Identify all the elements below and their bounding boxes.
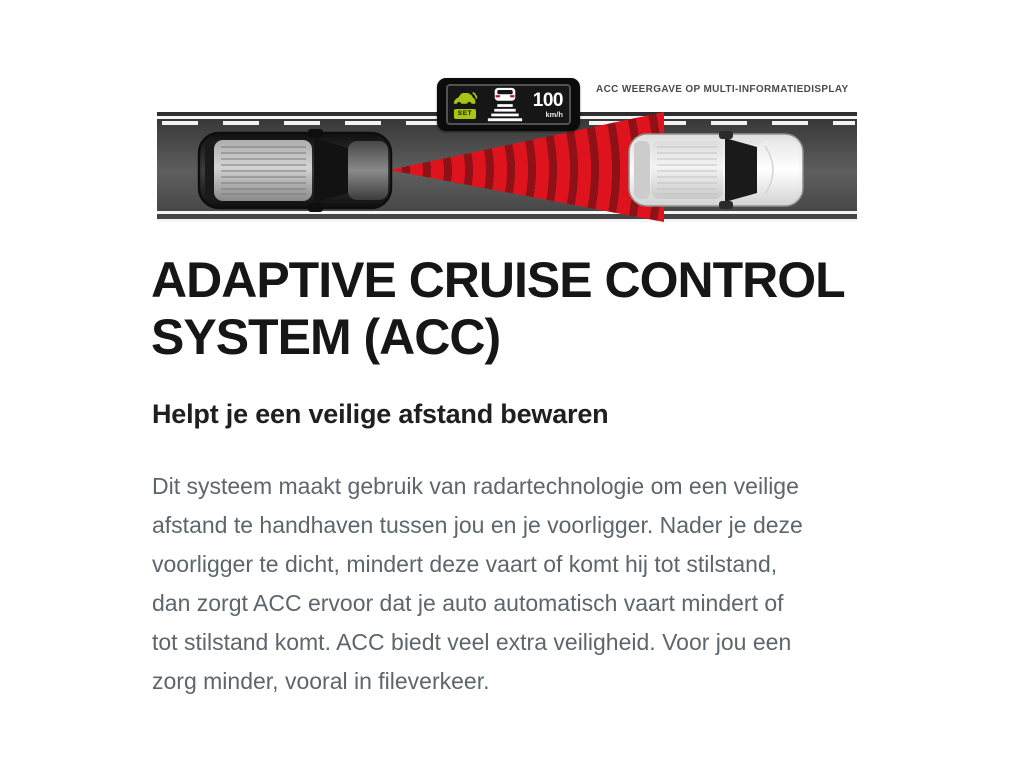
body-line: dan zorgt ACC ervoor dat je auto automatisch vaart mindert of: [152, 590, 784, 616]
speed-unit: km/h: [545, 109, 563, 119]
subtitle: Helpt je een veilige afstand bewaren: [152, 399, 609, 429]
display-screen: [446, 84, 571, 125]
acc-vehicle: [199, 129, 391, 212]
body-line: zorg minder, vooral in fileverkeer.: [152, 668, 490, 694]
page-title-line-2: SYSTEM (ACC): [151, 309, 501, 365]
speed-readout: [533, 91, 564, 119]
body-line: tot stilstand komt. ACC biedt veel extra veiligheid. Voor jou een: [152, 629, 792, 655]
body-line: voorligger te dicht, mindert deze vaart of komt hij tot stilstand,: [152, 551, 778, 577]
body-line: Dit systeem maakt gebruik van radartechnologie om een veilige: [152, 473, 799, 499]
body-paragraph: [152, 467, 803, 701]
acc-radar-car-icon: [452, 90, 478, 108]
body-line: afstand te handhaven tussen jou en je voorligger. Nader je deze: [152, 512, 803, 538]
lead-vehicle: [629, 131, 803, 209]
speed-value: 100: [532, 89, 563, 111]
following-distance-icon: [483, 87, 527, 123]
page-title-line-1: ADAPTIVE CRUISE CONTROL: [151, 252, 845, 308]
page-title: [151, 252, 845, 366]
display-caption: ACC WEERGAVE OP MULTI-INFORMATIEDISPLAY: [596, 84, 849, 95]
acc-illustration: [0, 0, 1024, 245]
acc-indicator-group: [452, 90, 478, 119]
multi-information-display: [437, 78, 580, 131]
set-badge: SET: [454, 109, 475, 119]
